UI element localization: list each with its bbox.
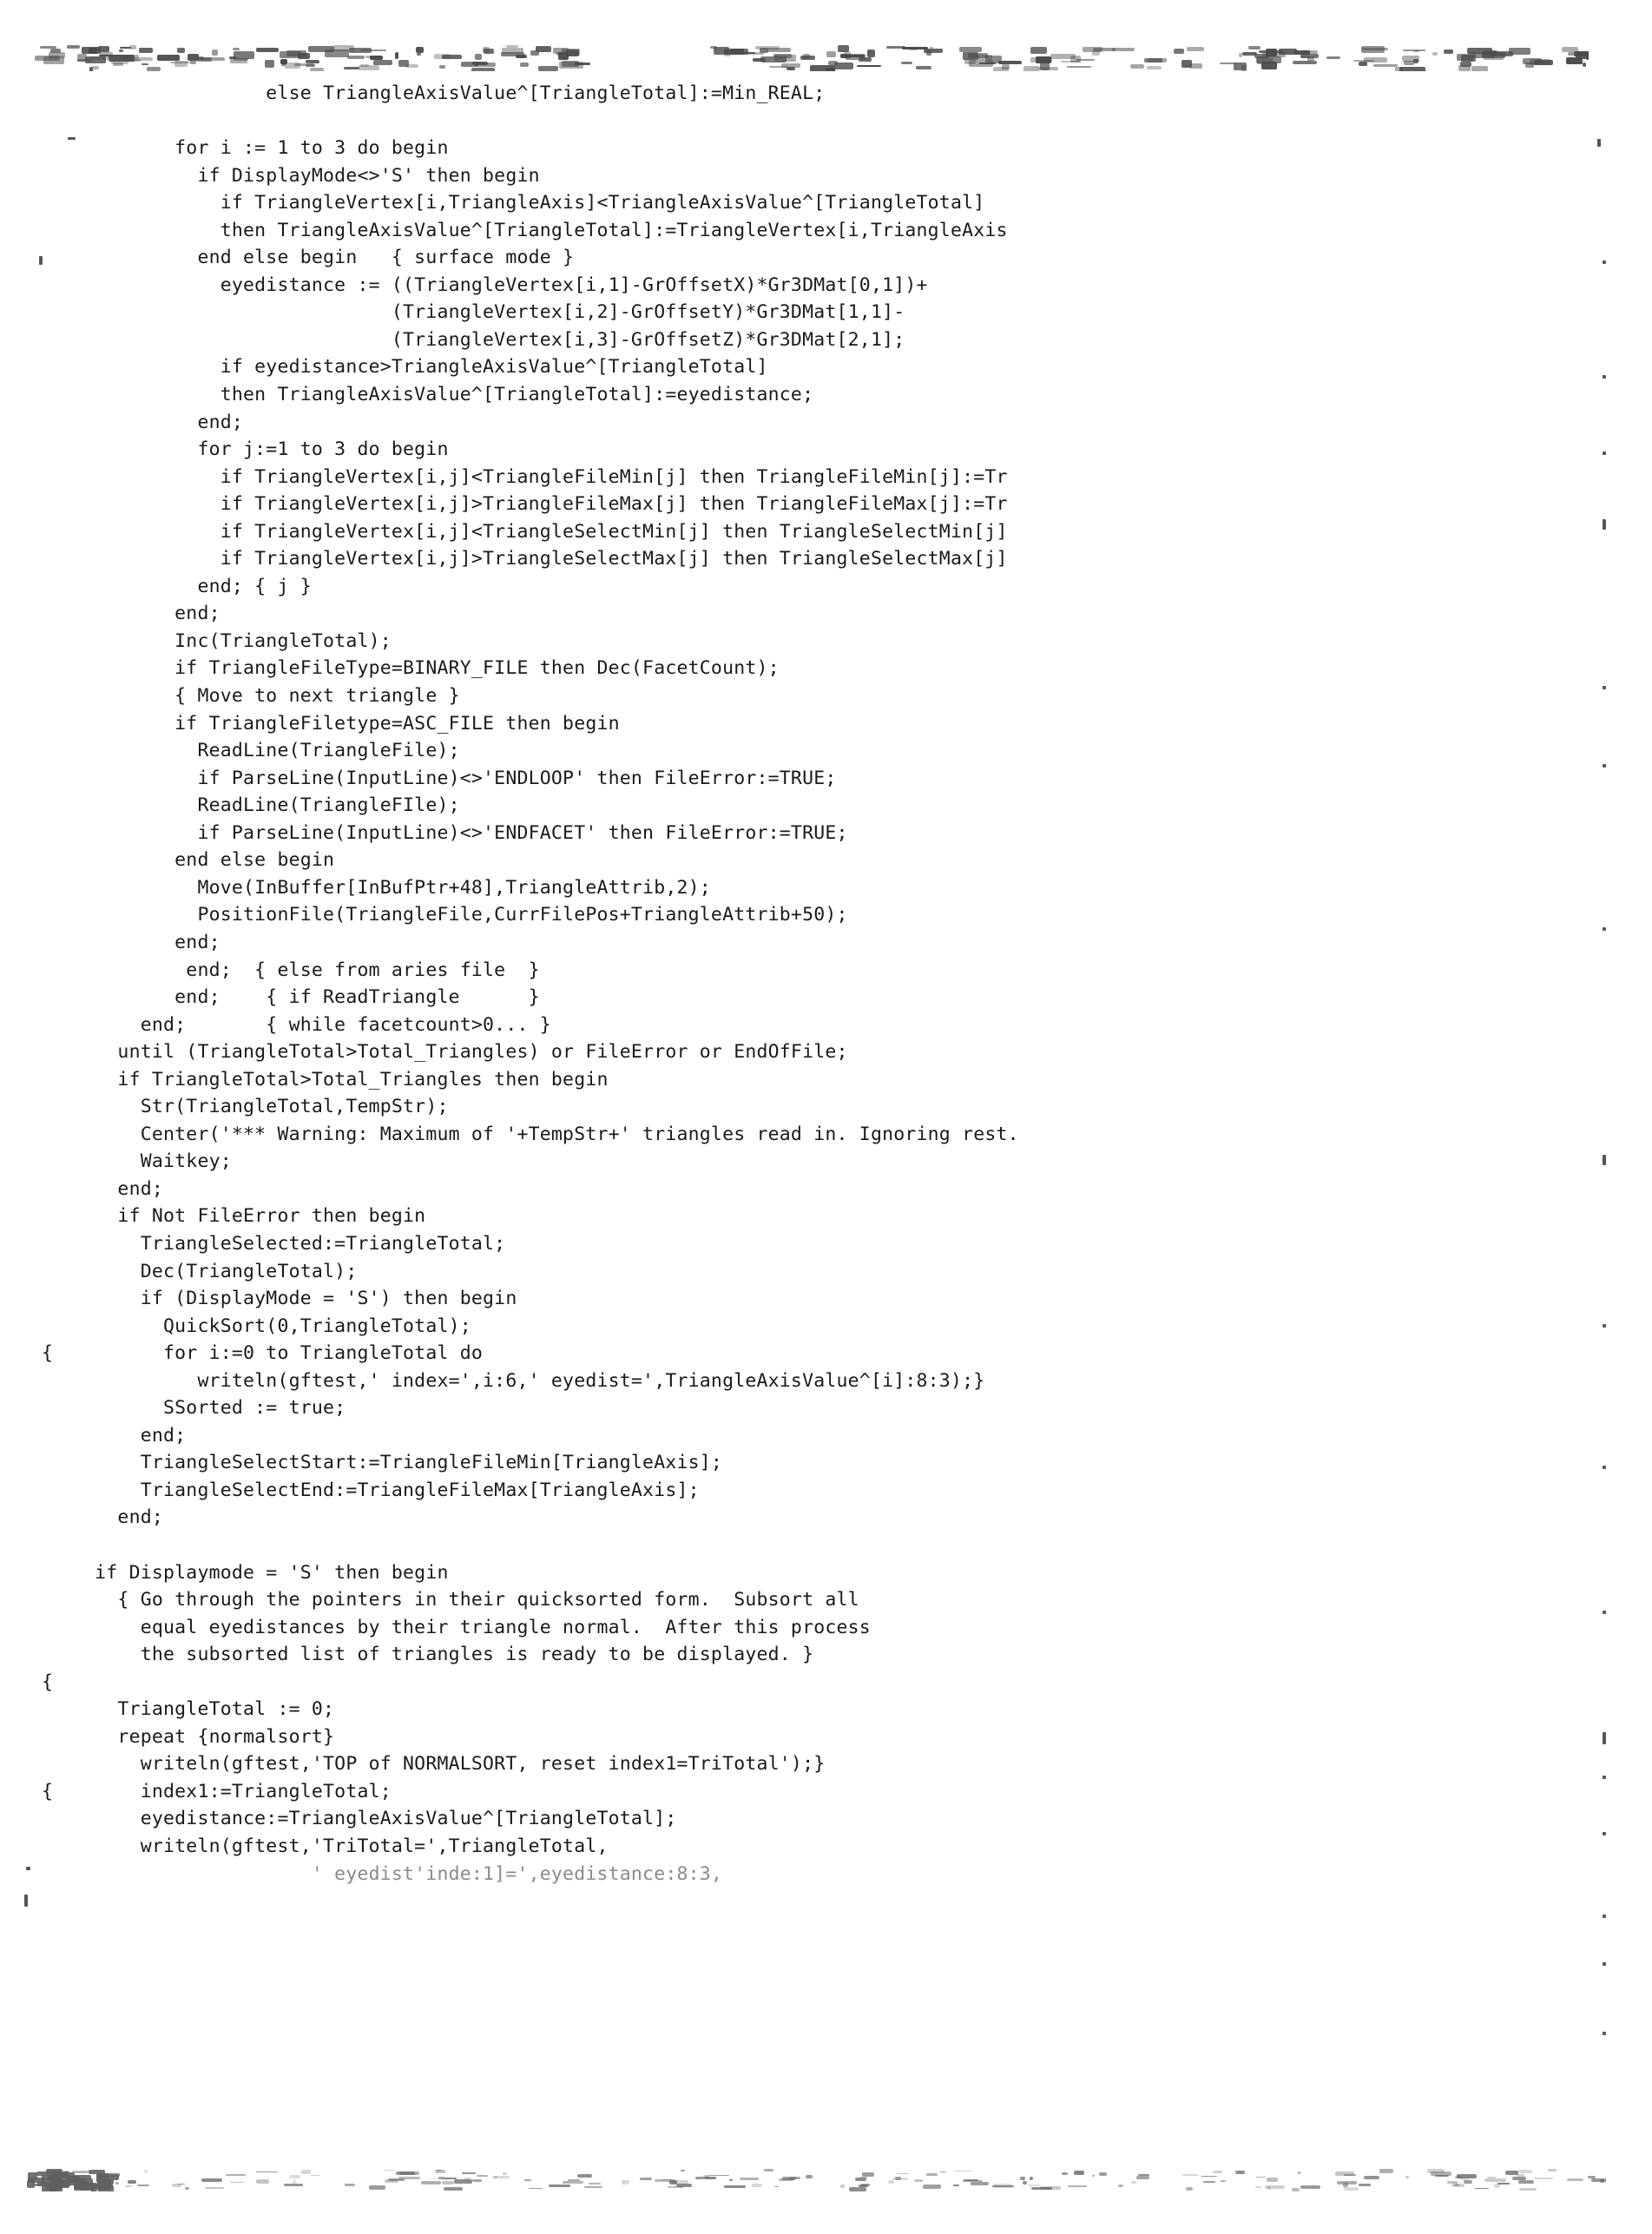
code-line: end; { if ReadTriangle }: [83, 986, 540, 1009]
scan-speck: [68, 137, 76, 140]
code-line: end;: [83, 1177, 164, 1200]
code-line: ReadLine(TriangleFIle);: [83, 794, 460, 817]
code-line: if TriangleTotal>Total_Triangles then begin: [83, 1068, 609, 1091]
code-line: TriangleSelectEnd:=TriangleFileMax[TriangleAxis];: [83, 1479, 700, 1501]
code-line: if TriangleFileType=BINARY_FILE then Dec(FacetCount);: [83, 657, 780, 680]
code-line: ReadLine(TriangleFile);: [83, 740, 460, 762]
code-line: else TriangleAxisValue^[TriangleTotal]:=Min_REAL;: [83, 82, 826, 104]
code-line: if TriangleVertex[i,j]<TriangleSelectMin[j] then TriangleSelectMin[j]: [83, 520, 1008, 543]
code-line: eyedistance := ((TriangleVertex[i,1]-GrOffsetX)*Gr3DMat[0,1])+: [83, 273, 928, 296]
code-line: TriangleSelectStart:=TriangleFileMin[TriangleAxis];: [83, 1452, 723, 1474]
scan-speck: [39, 256, 43, 265]
code-line: Str(TriangleTotal,TempStr);: [83, 1096, 449, 1118]
code-line: if Displaymode = 'S' then begin: [83, 1561, 449, 1584]
code-line: QuickSort(0,TriangleTotal);: [83, 1315, 471, 1337]
code-line: writeln(gftest,'TOP of NORMALSORT, reset index1=TriTotal');}: [83, 1753, 826, 1776]
code-line: repeat {normalsort}: [83, 1725, 335, 1748]
code-line: if TriangleVertex[i,j]>TriangleSelectMax[j] then TriangleSelectMax[j]: [83, 548, 1008, 570]
code-line: end;: [83, 931, 220, 953]
code-line: if ParseLine(InputLine)<>'ENDLOOP' then FileError:=TRUE;: [83, 767, 837, 789]
code-line: { Move to next triangle }: [83, 685, 460, 708]
code-line: end;: [83, 603, 220, 625]
code-line: then TriangleAxisValue^[TriangleTotal]:=TriangleVertex[i,TriangleAxis: [83, 219, 1008, 241]
code-line: ' eyedist'inde:1]=',eyedistance:8:3,: [83, 1862, 723, 1885]
scan-speck: [1603, 1914, 1606, 1918]
code-line: end;: [83, 411, 244, 433]
code-line: Waitkey;: [83, 1150, 232, 1173]
code-line: end else begin { surface mode }: [83, 247, 575, 269]
code-line: if TriangleVertex[i,j]>TriangleFileMax[j] then TriangleFileMax[j]:=Tr: [83, 493, 1008, 516]
scan-speck: [24, 1895, 28, 1907]
code-line: for i := 1 to 3 do begin: [83, 137, 449, 160]
code-line: if Not FileError then begin: [83, 1205, 426, 1228]
code-line: for j:=1 to 3 do begin: [83, 438, 449, 461]
code-line: if (DisplayMode = 'S') then begin: [83, 1288, 517, 1310]
code-line: [83, 1532, 1611, 1559]
code-line: Center('*** Warning: Maximum of '+TempStr+' triangles read in. Ignoring rest.: [83, 1123, 1019, 1145]
code-line: if TriangleFiletype=ASC_FILE then begin: [83, 712, 620, 735]
scan-speck: [1603, 2032, 1606, 2035]
code-line: end;: [83, 1506, 164, 1529]
source-code-listing: [83, 80, 1611, 1888]
code-line: Inc(TriangleTotal);: [83, 629, 392, 652]
scan-noise-top: [35, 45, 1589, 71]
code-line: if eyedistance>TriangleAxisValue^[TriangleTotal]: [83, 356, 768, 379]
code-line: Move(InBuffer[InBufPtr+48],TriangleAttrib,2);: [83, 876, 711, 899]
code-line: TriangleTotal := 0;: [83, 1698, 335, 1721]
scan-noise-bottom: [26, 2169, 1606, 2191]
scan-speck: [1603, 1962, 1606, 1966]
code-line: if ParseLine(InputLine)<>'ENDFACET' then FileError:=TRUE;: [83, 821, 848, 844]
code-line: [83, 108, 1611, 135]
code-line: for i:=0 to TriangleTotal do: [83, 1342, 484, 1365]
code-line: (TriangleVertex[i,3]-GrOffsetZ)*Gr3DMat[2,1];: [83, 328, 905, 351]
code-line: if TriangleVertex[i,j]<TriangleFileMin[j] then TriangleFileMin[j]:=Tr: [83, 465, 1008, 488]
code-line: Dec(TriangleTotal);: [83, 1260, 358, 1282]
code-line: the subsorted list of triangles is ready to be displayed. }: [83, 1644, 814, 1666]
code-line: end;: [83, 1424, 187, 1446]
code-line: until (TriangleTotal>Total_Triangles) or FileError or EndOfFile;: [83, 1041, 848, 1064]
code-line: writeln(gftest,'TriTotal=',TriangleTotal,: [83, 1835, 609, 1857]
code-line: index1:=TriangleTotal;: [83, 1780, 392, 1802]
code-line: end; { while facetcount>0... }: [83, 1013, 551, 1036]
code-line: end; { j }: [83, 575, 312, 597]
code-line: if TriangleVertex[i,TriangleAxis]<TriangleAxisValue^[TriangleTotal]: [83, 192, 985, 214]
gutter-brace: {: [42, 1671, 54, 1693]
gutter-brace: {: [42, 1781, 54, 1803]
code-line: PositionFile(TriangleFile,CurrFilePos+TriangleAttrib+50);: [83, 904, 848, 926]
code-line: (TriangleVertex[i,2]-GrOffsetY)*Gr3DMat[1,1]-: [83, 301, 905, 324]
code-line: { Go through the pointers in their quicksorted form. Subsort all: [83, 1589, 859, 1611]
gutter-brace: {: [42, 1342, 54, 1365]
code-line: TriangleSelected:=TriangleTotal;: [83, 1232, 506, 1255]
code-line: equal eyedistances by their triangle normal. After this process: [83, 1616, 871, 1638]
code-line: [83, 1669, 1611, 1697]
code-line: then TriangleAxisValue^[TriangleTotal]:=eyedistance;: [83, 384, 814, 406]
code-line: if DisplayMode<>'S' then begin: [83, 164, 540, 187]
code-line: eyedistance:=TriangleAxisValue^[TriangleTotal];: [83, 1808, 677, 1830]
code-line: writeln(gftest,' index=',i:6,' eyedist=',TriangleAxisValue^[i]:8:3);}: [83, 1369, 985, 1392]
code-line: end else begin: [83, 849, 335, 872]
scan-speck: [26, 1867, 30, 1870]
code-line: end; { else from aries file }: [83, 959, 540, 981]
code-line: SSorted := true;: [83, 1397, 346, 1420]
